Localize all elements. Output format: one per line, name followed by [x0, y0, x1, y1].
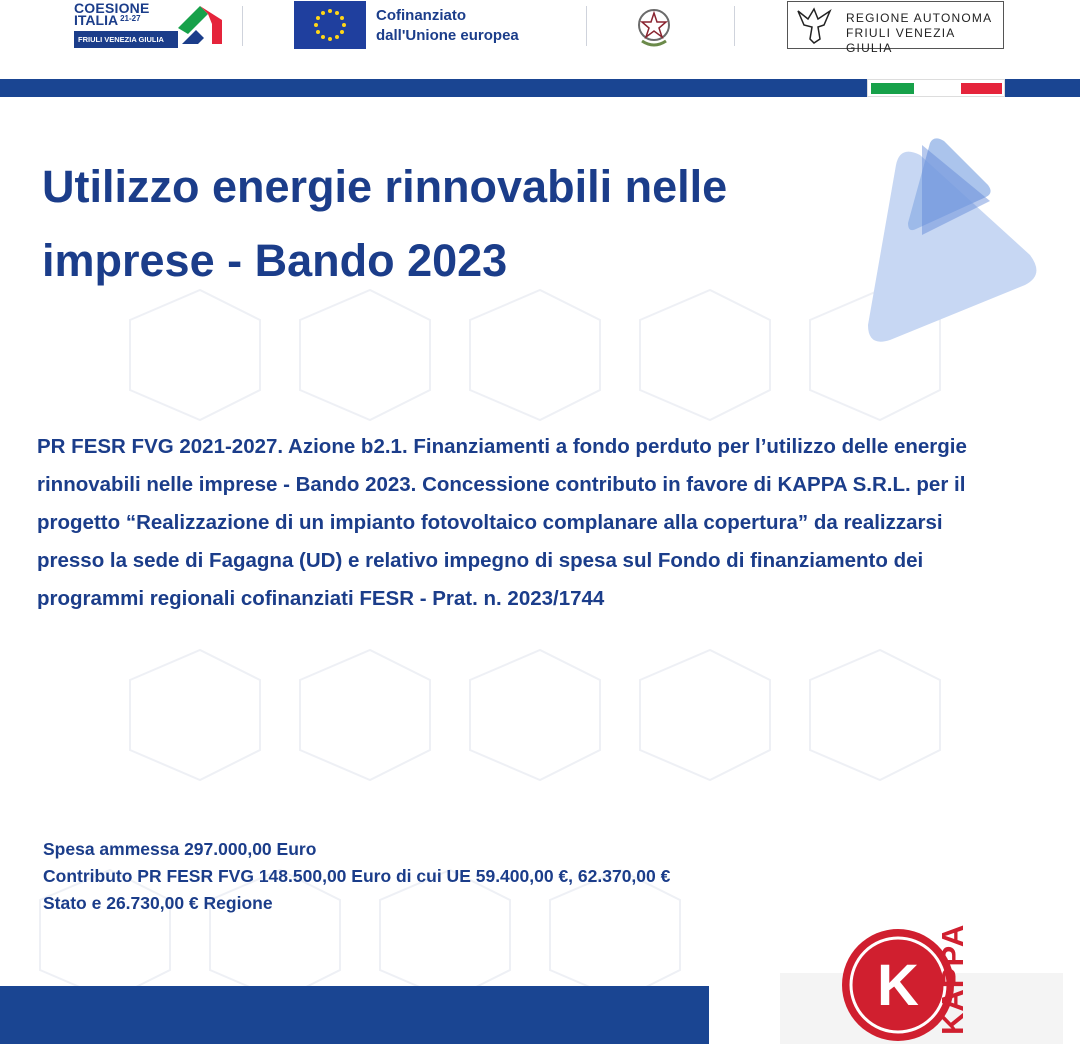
- fvg-line1: REGIONE AUTONOMA: [846, 11, 993, 25]
- stato-regione: Stato e 26.730,00 € Regione: [43, 893, 273, 913]
- italian-flag-icon: [867, 79, 1005, 97]
- funding-amounts: [43, 836, 883, 917]
- eu-cofinanziato-label: Cofinanziato dall'Unione europea: [376, 7, 519, 44]
- kappa-letter: K: [877, 953, 919, 1018]
- eagle-icon: [794, 5, 836, 45]
- footer-band: [0, 986, 709, 1044]
- project-description: PR FESR FVG 2021-2027. Azione b2.1. Finanziamenti a fondo perduto per l’utilizzo delle energie rinnovabili nelle imprese - Bando 2023. Concessione contributo in favore di KAPPA S.R.L. per il progetto “Realizzazione di un impianto fotovoltaico complanare alla copertura” da realizzarsi presso la sede di Fagagna (UD) e relativo impegno di spesa sul Fondo di finanziamento dei programmi regionali cofinanziati FESR - Prat. n. 2023/1744: [37, 435, 967, 610]
- years-label: 21-27: [120, 14, 141, 23]
- divider: [734, 6, 735, 46]
- spesa-ammessa: Spesa ammessa 297.000,00 Euro: [43, 839, 317, 859]
- regione-fvg-logo: [787, 1, 1004, 55]
- region-label: FRIULI VENEZIA GIULIA: [74, 31, 178, 48]
- italia-label: ITALIA $^{21-27}$: [74, 12, 141, 28]
- kappa-brand-name: KAPPA: [935, 923, 970, 1035]
- decorative-triangles: [860, 135, 1045, 345]
- fvg-line2: FRIULI VENEZIA GIULIA: [846, 26, 955, 55]
- coesione-arrow-icon: [174, 0, 226, 50]
- divider: [242, 6, 243, 46]
- page-title: Utilizzo energie rinnovabili nelle imprese - Bando 2023: [42, 161, 728, 286]
- italian-republic-emblem-icon: [636, 1, 672, 51]
- eu-flag-icon: [294, 1, 366, 49]
- coesione-label: COESIONE: [74, 0, 150, 16]
- contributo: Contributo PR FESR FVG 148.500,00 Euro di cui UE 59.400,00 €, 62.370,00 €: [43, 866, 671, 886]
- divider: [586, 6, 587, 46]
- coesione-italia-logo: [70, 0, 230, 56]
